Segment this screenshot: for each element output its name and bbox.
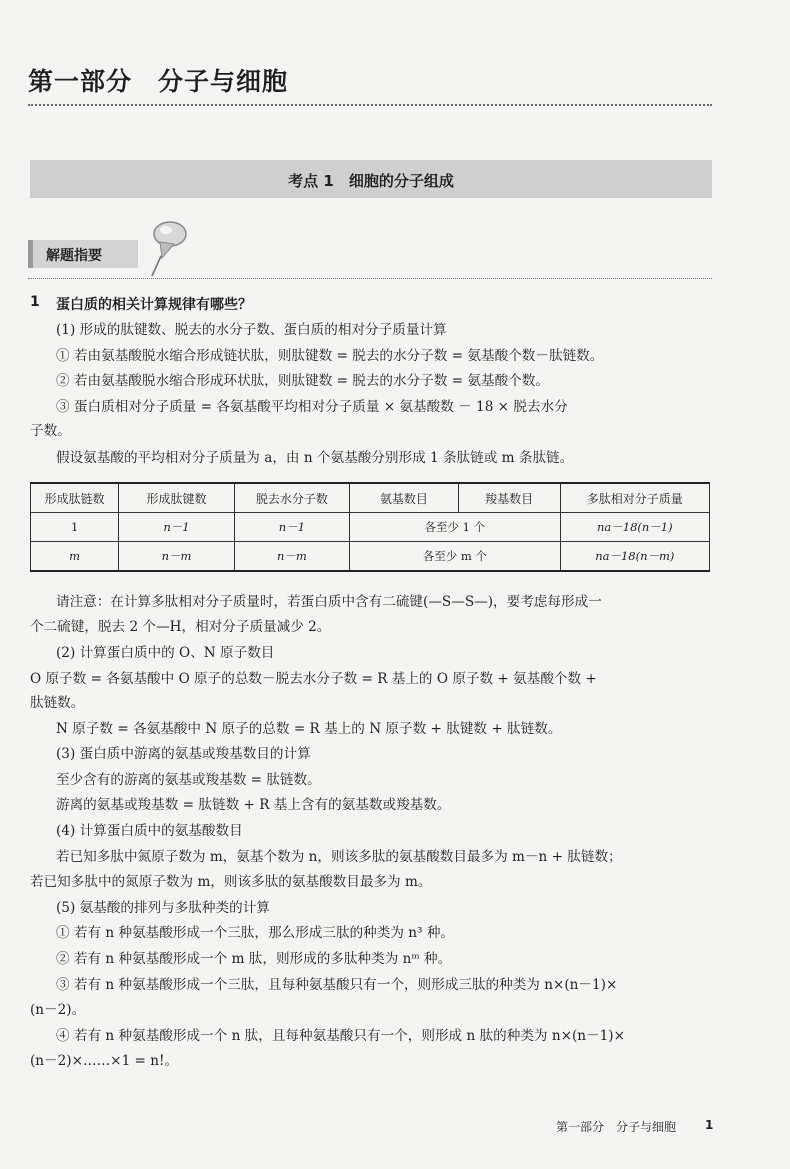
cell-bonds: n－m [119,542,234,572]
rule-cyclic-peptide: ② 若由氨基酸脱水缩合形成环状肽，则肽键数 = 脱去的水分子数 = 氨基酸个数。 [56,373,549,389]
cell-mass: na－18(n－1) [560,513,709,542]
oxygen-atom-rule: O 原子数 = 各氨基酸中 O 原子的总数－脱去水分子数 = R 基上的 O 原子数 + 氨基酸个数 + [30,671,597,687]
note-disulfide: 请注意：在计算多肽相对分子质量时，若蛋白质中含有二硫键(—S—S—)，要考虑每形成一 [56,594,602,610]
topic-banner [30,160,712,198]
amino-acid-count-b: 若已知多肽中的氮原子数为 m，则该多肽的氨基酸数目最多为 m。 [30,874,432,890]
question-number: 1 [30,294,40,310]
section-1-heading: (1) 形成的肽键数、脱去的水分子数、蛋白质的相对分子质量计算 [56,322,447,338]
table-header-row [31,483,710,513]
page-number: 1 [705,1118,714,1132]
part-title: 第一部分 分子与细胞 [28,67,289,96]
oxygen-atom-rule-cont: 肽链数。 [30,695,85,711]
table-header-amino: 氨基数目 [350,483,459,513]
table-header-mass: 多肽相对分子质量 [560,483,709,513]
free-group-min: 至少含有的游离的氨基或羧基数 = 肽链数。 [56,772,321,788]
section-5-heading: (5) 氨基酸的排列与多肽种类的计算 [56,900,270,916]
peptide-table [30,482,710,572]
cell-water: n－m [234,542,349,572]
guide-rule [28,278,712,279]
table-row [31,542,710,572]
n-peptide-types: ④ 若有 n 种氨基酸形成一个 n 肽，且每种氨基酸只有一个，则形成 n 肽的种类为 n×(n－1)× [56,1028,625,1044]
assumption-text: 假设氨基酸的平均相对分子质量为 a，由 n 个氨基酸分别形成 1 条肽链或 m 条肽链。 [56,450,574,466]
table-header-chains: 形成肽链数 [31,483,119,513]
amino-acid-count-a: 若已知多肽中氮原子数为 m，氨基个数为 n，则该多肽的氨基酸数目最多为 m－n + 肽链数； [56,849,622,865]
question-title: 蛋白质的相关计算规律有哪些？ [56,297,252,313]
cell-chains: m [31,542,119,572]
table-header-water: 脱去水分子数 [234,483,349,513]
guide-tab [28,240,138,268]
guide-label: 解题指要 [46,248,102,264]
rule-molecular-mass-cont: 子数。 [30,423,71,439]
table-header-bonds: 形成肽键数 [119,483,234,513]
n-peptide-types-cont: (n－2)×……×1 = n!。 [30,1053,179,1069]
table-row [31,513,710,542]
cell-mass: na－18(n－m) [560,542,709,572]
cell-bonds: n－1 [119,513,234,542]
section-3-heading: (3) 蛋白质中游离的氨基或羧基数目的计算 [56,746,311,762]
cell-amino-carboxyl: 各至少 1 个 [350,513,560,542]
cell-chains: 1 [31,513,119,542]
free-group-count: 游离的氨基或羧基数 = 肽链数 + R 基上含有的氨基数或羧基数。 [56,797,451,813]
part-title-rule [28,104,712,106]
unique-tripeptide-types-cont: (n－2)。 [30,1002,86,1018]
topic-title: 考点 1 细胞的分子组成 [288,172,454,190]
m-peptide-types: ② 若有 n 种氨基酸形成一个 m 肽，则形成的多肽种类为 nᵐ 种。 [56,951,452,967]
section-2-heading: (2) 计算蛋白质中的 O、N 原子数目 [56,645,275,661]
pushpin-icon [140,214,190,278]
nitrogen-atom-rule: N 原子数 = 各氨基酸中 N 原子的总数 = R 基上的 N 原子数 + 肽键数 + 肽链数。 [56,721,562,737]
unique-tripeptide-types: ③ 若有 n 种氨基酸形成一个三肽，且每种氨基酸只有一个，则形成三肽的种类为 n×(n－1)× [56,977,618,993]
rule-linear-peptide: ① 若由氨基酸脱水缩合形成链状肽，则肽键数 = 脱去的水分子数 = 氨基酸个数－肽链数。 [56,348,604,364]
section-4-heading: (4) 计算蛋白质中的氨基酸数目 [56,823,243,839]
note-disulfide-cont: 个二硫键，脱去 2 个—H，相对分子质量减少 2。 [30,619,331,635]
footer-section-title: 第一部分 分子与细胞 [556,1120,677,1134]
rule-molecular-mass: ③ 蛋白质相对分子质量 = 各氨基酸平均相对分子质量 × 氨基酸数 － 18 × 脱去水分 [56,399,568,415]
cell-amino-carboxyl: 各至少 m 个 [350,542,560,572]
table-header-carboxyl: 羧基数目 [458,483,560,513]
tripeptide-types: ① 若有 n 种氨基酸形成一个三肽，那么形成三肽的种类为 n³ 种。 [56,925,455,941]
cell-water: n－1 [234,513,349,542]
